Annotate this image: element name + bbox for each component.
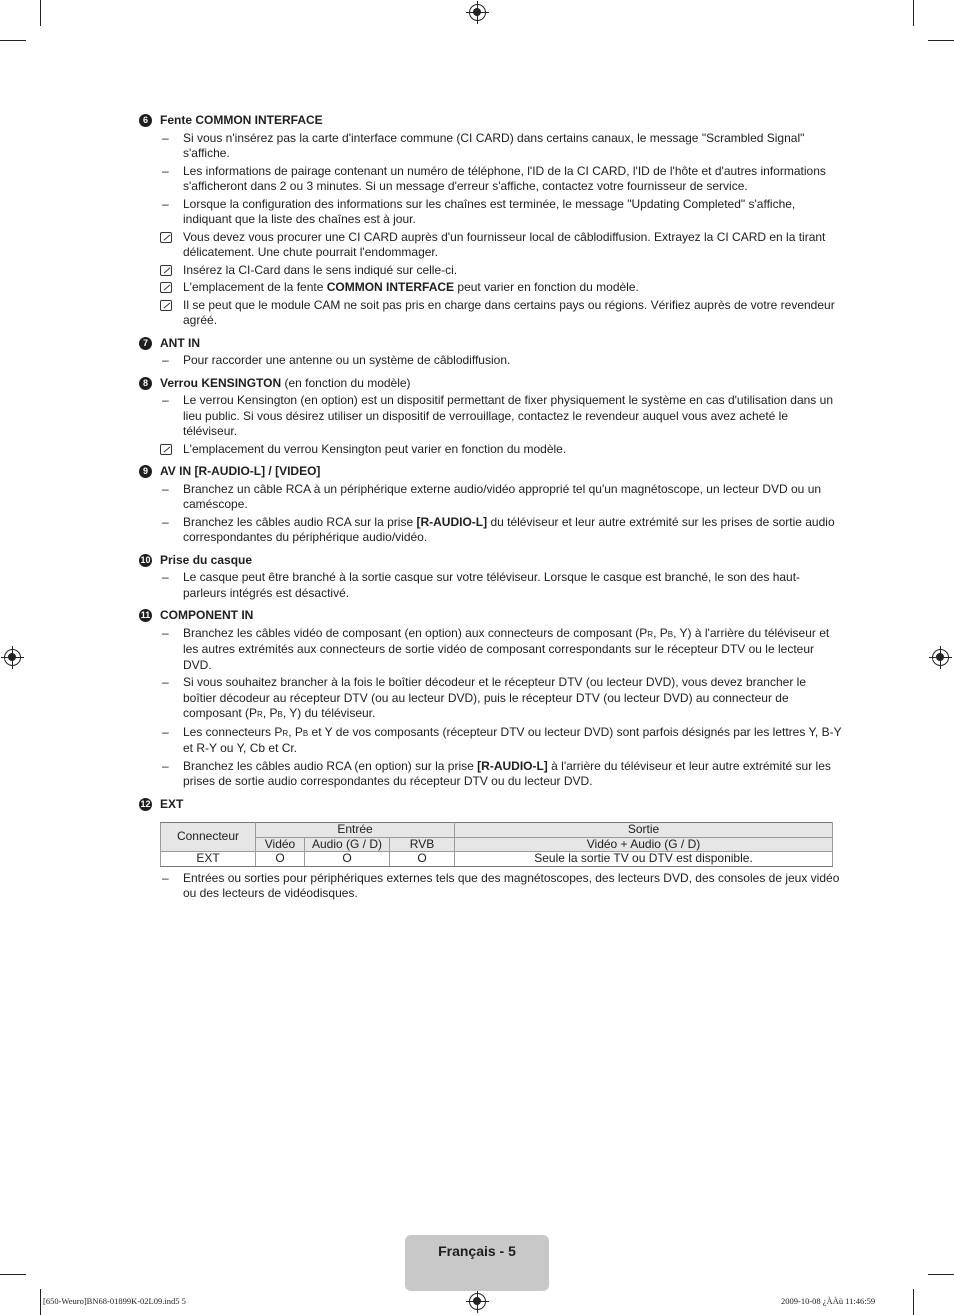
- note-icon: [160, 444, 172, 455]
- item-text: Insérez la CI-Card dans le sens indiqué sur celle-ci.: [183, 262, 458, 277]
- item-bold-text: [R-AUDIO-L]: [416, 514, 488, 529]
- table-header-entree: Entrée: [256, 823, 455, 838]
- list-item: [138, 725, 842, 757]
- item-text: , P: [288, 724, 303, 739]
- section-number-badge: 7: [139, 337, 152, 350]
- note-item: [138, 442, 842, 458]
- table-cell: O: [256, 852, 305, 867]
- section-title: [138, 464, 842, 480]
- item-text: Branchez un câble RCA à un périphérique externe audio/vidéo approprié tel qu'un magnétoscope, un lecteur DVD ou un caméscope.: [183, 481, 822, 511]
- item-text: L'emplacement de la fente: [183, 280, 327, 294]
- print-slug-right: 2009-10-08 ¿ÀÀü 11:46:59: [781, 1296, 876, 1306]
- list-item: [138, 626, 842, 674]
- note-item: [138, 280, 842, 296]
- page-number-tab: [405, 1235, 549, 1291]
- dash-marker: –: [162, 570, 169, 584]
- subscript-text: R: [647, 629, 654, 639]
- dash-marker: –: [162, 163, 169, 178]
- subscript-text: B: [667, 629, 674, 639]
- page-number-label: Français - 5: [438, 1243, 516, 1259]
- item-text: L'emplacement du verrou Kensington peut varier en fonction du modèle.: [183, 441, 567, 456]
- item-text: Les connecteurs P: [183, 724, 283, 739]
- section-title: [138, 797, 842, 813]
- note-item: [138, 263, 842, 279]
- item-text: Lorsque la configuration des informations sur les chaînes est terminée, le message "Updating Completed" s'affiche, indiquant que la liste des chaînes est à jour.: [183, 196, 796, 226]
- item-bold-text: [R-AUDIO-L]: [477, 758, 548, 773]
- page-content: [138, 110, 842, 902]
- note-icon: [160, 300, 172, 311]
- section-number-badge: 6: [139, 114, 152, 127]
- item-text: , Y) du téléviseur.: [282, 706, 376, 720]
- table-header-rvb: RVB: [390, 837, 455, 852]
- dash-marker: –: [162, 353, 169, 367]
- crop-mark: [0, 1274, 26, 1275]
- registration-mark-icon: [469, 4, 486, 21]
- item-text: Pour raccorder une antenne ou un système de câblodiffusion.: [183, 353, 511, 367]
- item-text: et Y de vos composants (récepteur DTV ou lecteur DVD) sont parfois désignés par les lettres Y, B-Y et R-Y ou Y, Cb et Cr.: [183, 724, 842, 755]
- table-header-audio: Audio (G / D): [305, 837, 390, 852]
- item-text: Branchez les câbles audio RCA sur la prise: [183, 514, 417, 529]
- section-title: [138, 553, 842, 569]
- item-text: Le verrou Kensington (en option) est un dispositif permettant de fixer physiquement le système en cas d'utilisation dans un lieu public. Si vous désirez utiliser un dispositif de verrouillage, contactez le revendeur auquel vous avez acheté le téléviseur.: [183, 393, 833, 438]
- note-icon: [160, 265, 172, 276]
- section-number-badge: 9: [139, 465, 152, 478]
- item-text: , Y) à l'arrière du téléviseur et les autres extrémités aux connecteurs de sortie vidéo de composant correspondants sur le récepteur DTV ou le lecteur DVD.: [183, 625, 830, 672]
- list-item: [138, 353, 842, 369]
- section-number-badge: 10: [140, 554, 151, 565]
- ext-note-text: Entrées ou sorties pour périphériques externes tels que des magnétoscopes, des lecteurs DVD, des consoles de jeux vidéo ou des lecteurs de vidéodisques.: [183, 870, 840, 900]
- dash-marker: –: [162, 625, 169, 640]
- subscript-text: B: [302, 728, 309, 738]
- item-text: du téléviseur et leur autre extrémité sur les prises de sortie audio correspondantes du périphérique audio/vidéo.: [183, 514, 835, 544]
- list-item: [138, 675, 842, 723]
- table-cell: EXT: [161, 852, 256, 867]
- list-item: [138, 759, 842, 790]
- table-header-sortie-sub: Vidéo + Audio (G / D): [455, 837, 833, 852]
- list-item: [138, 131, 842, 162]
- item-bold-text: COMMON INTERFACE: [326, 280, 455, 294]
- crop-mark: [40, 0, 41, 26]
- subscript-text: R: [257, 710, 263, 719]
- dash-marker: –: [162, 393, 169, 407]
- section-title-suffix: (en fonction du modèle): [281, 375, 411, 390]
- item-text: , P: [653, 625, 668, 640]
- table-header-video: Vidéo: [256, 837, 305, 852]
- list-item: [138, 393, 842, 440]
- item-text: Si vous n'insérez pas la carte d'interface commune (CI CARD) dans certains canaux, le message "Scrambled Signal" s'affiche.: [183, 130, 805, 160]
- section-title-text: ANT IN: [160, 335, 200, 350]
- ext-note: [138, 871, 842, 902]
- item-text: Les informations de pairage contenant un numéro de téléphone, l'ID de la CI CARD, l'ID de l'hôte et d'autres informations s'afficheront dans 2 ou 3 minutes. Si un message d'erreur s'affiche, contactez votre fournisseur de service.: [183, 163, 826, 193]
- section-title: [138, 113, 842, 129]
- crop-mark: [913, 1289, 914, 1315]
- note-icon: [160, 282, 172, 293]
- subscript-text: B: [277, 710, 283, 719]
- section-title-text: Prise du casque: [160, 552, 253, 567]
- crop-mark: [928, 1274, 954, 1275]
- section-number-badge: 12: [140, 798, 151, 809]
- crop-mark: [40, 1289, 41, 1315]
- crop-mark: [928, 40, 954, 41]
- note-item: [138, 230, 842, 261]
- item-text: , P: [262, 706, 278, 720]
- note-icon: [160, 232, 172, 243]
- section-number-badge: 11: [140, 610, 151, 620]
- item-text: Branchez les câbles vidéo de composant (en option) aux connecteurs de composant (P: [183, 625, 648, 640]
- item-text: Vous devez vous procurer une CI CARD auprès d'un fournisseur local de câblodiffusion. Extrayez la CI CARD en la tirant délicatement. Une chute pourrait l'endommager.: [183, 229, 826, 259]
- table-header-connecteur: Connecteur: [161, 823, 256, 852]
- table-row: [161, 852, 833, 867]
- table-header-sortie: Sortie: [455, 823, 833, 838]
- list-item: [138, 482, 842, 513]
- dash-marker: –: [162, 196, 169, 211]
- item-text: Le casque peut être branché à la sortie casque sur votre téléviseur. Lorsque le casque est branché, le son des haut-parleurs intégrés est désactivé.: [183, 570, 801, 600]
- section-title: [138, 376, 842, 392]
- dash-marker: –: [162, 481, 169, 496]
- section-title-text: COMPONENT IN: [160, 608, 254, 622]
- section-title-text: Verrou KENSINGTON: [160, 375, 282, 390]
- list-item: [138, 570, 842, 601]
- registration-mark-icon: [932, 649, 949, 666]
- dash-marker: –: [162, 724, 169, 739]
- section-title-text: Fente COMMON INTERFACE: [160, 113, 323, 127]
- registration-mark-icon: [4, 649, 21, 666]
- note-item: [138, 298, 842, 329]
- item-text: peut varier en fonction du modèle.: [454, 280, 639, 294]
- print-slug-left: [650-Weuro]BN68-01899K-02L09.ind5 5: [43, 1296, 186, 1306]
- list-item: [138, 197, 842, 228]
- section-title-text: AV IN [R-AUDIO-L] / [VIDEO]: [160, 464, 321, 478]
- sections-container: [138, 113, 842, 816]
- ext-table: [160, 822, 833, 867]
- dash-marker: –: [162, 130, 169, 145]
- crop-mark: [0, 40, 26, 41]
- dash-marker: –: [162, 675, 169, 689]
- item-text: à l'arrière du téléviseur et leur autre extrémité sur les prises de sortie audio correspondantes du récepteur DTV ou du lecteur DVD.: [183, 758, 831, 788]
- subscript-text: R: [282, 728, 289, 738]
- dash-marker: –: [162, 758, 169, 773]
- item-text: Si vous souhaitez brancher à la fois le boîtier décodeur et le récepteur DTV (ou lecteur DVD), vous devez brancher le boîtier décodeur au récepteur DTV (ou au lecteur DVD), puis le récepteur DTV (ou lecteur DVD) au connecteur de composant (P: [183, 675, 806, 720]
- item-text: Il se peut que le module CAM ne soit pas pris en charge dans certains pays ou régions. Vérifiez auprès de votre revendeur agréé.: [183, 297, 835, 327]
- item-text: Branchez les câbles audio RCA (en option) sur la prise: [183, 758, 478, 773]
- list-item: [138, 515, 842, 546]
- dash-marker: –: [162, 870, 169, 885]
- table-cell: O: [390, 852, 455, 867]
- crop-mark: [913, 0, 914, 26]
- list-item: [138, 164, 842, 195]
- dash-marker: –: [162, 514, 169, 529]
- table-cell: O: [305, 852, 390, 867]
- section-number-badge: 8: [139, 377, 152, 390]
- section-title: [138, 336, 842, 352]
- section-title-text: EXT: [160, 796, 184, 811]
- section-title: [138, 608, 842, 624]
- table-cell: Seule la sortie TV ou DTV est disponible.: [455, 852, 833, 867]
- registration-mark-icon: [469, 1293, 486, 1310]
